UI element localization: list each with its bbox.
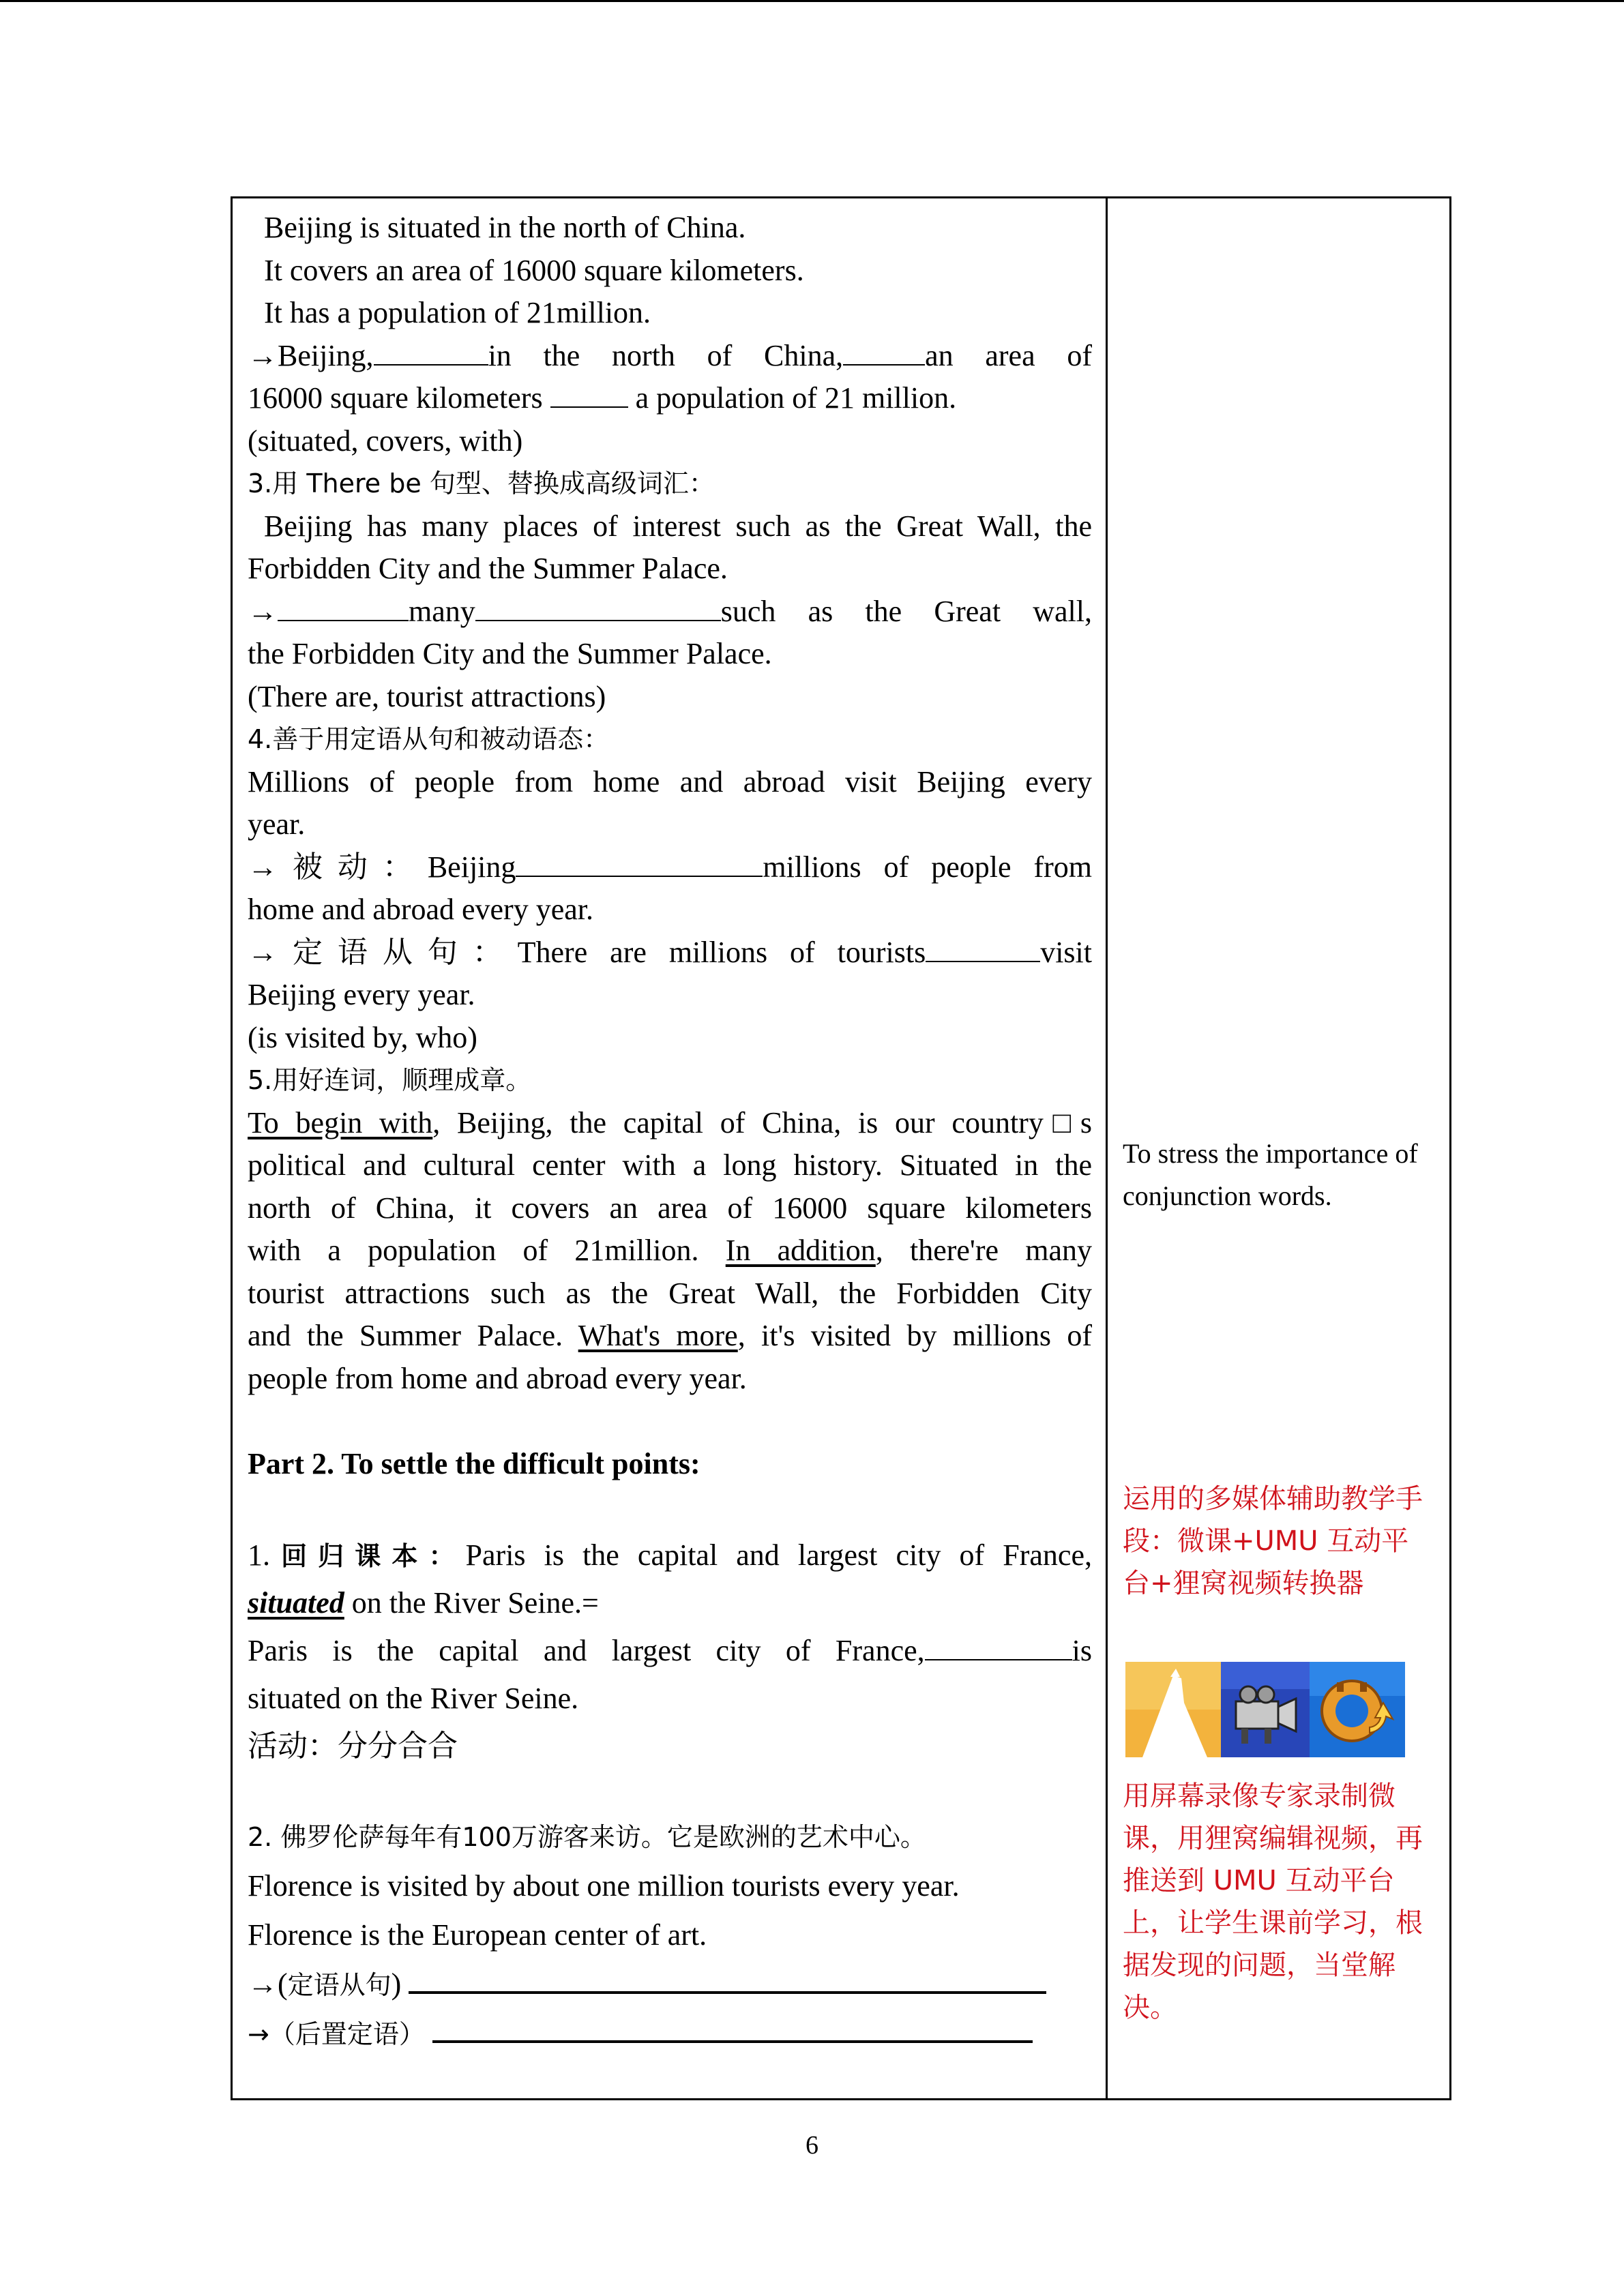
text-line: Beijing has many places of interest such as the Great Wall, the <box>264 509 1092 543</box>
paragraph-line: To begin with, Beijing, the capital of China, is our country□s <box>248 1105 1092 1139</box>
lesson-table <box>231 196 1451 2100</box>
exercise-prompt: 2. 佛罗伦萨每年有100万游客来访。它是欧洲的艺术中心。 <box>248 1822 926 1852</box>
screen-recorder-camera-icon <box>1221 1662 1310 1757</box>
section-heading-5: 5.用好连词，顺理成章。 <box>248 1065 532 1095</box>
answer-line: →（后置定语） <box>248 2009 1092 2058</box>
answer-blank[interactable] <box>278 595 409 621</box>
exercise-line: situated on the River Seine. <box>248 1682 579 1715</box>
text-line: home and abroad every year. <box>248 893 593 926</box>
paragraph-line: and the Summer Palace. What's more, it's visited by millions of <box>248 1319 1092 1352</box>
answer-blank[interactable] <box>925 1635 1072 1660</box>
paragraph-line: north of China, it covers an area of 16000 square kilometers <box>248 1191 1092 1225</box>
exercise-line: Florence is the European center of art. <box>248 1918 707 1952</box>
paragraph-line: political and cultural center with a long history. Situated in the <box>248 1148 1092 1182</box>
text-line: year. <box>248 807 306 841</box>
recording-note: 用屏幕录像专家录制微 课，用狸窝编辑视频，再 推送到 UMU 互动平台 上，让学生课前学习，根 据发现的问题，当堂解 决。 <box>1123 1780 1423 2023</box>
exercise-line: situated on the River Seine.= <box>248 1586 599 1620</box>
answer-blank[interactable] <box>432 2014 1033 2043</box>
text-line: Millions of people from home and abroad visit Beijing every <box>248 764 1092 799</box>
film-reel-converter-icon <box>1310 1662 1405 1757</box>
text-line: the Forbidden City and the Summer Palace. <box>248 637 772 670</box>
answer-line: →(定语从句) <box>248 1960 1092 2009</box>
part2-heading: Part 2. To settle the difficult points: <box>248 1446 700 1480</box>
hint-line: (There are, tourist attractions) <box>248 679 606 713</box>
column-divider <box>1106 198 1108 2098</box>
answer-blank[interactable] <box>843 340 925 366</box>
top-border-line <box>0 0 1624 2</box>
text-line: Forbidden City and the Summer Palace. <box>248 552 728 585</box>
fill-blank-line: →Beijing, in the north of China, an area of <box>248 338 1092 372</box>
content-column <box>248 207 1092 2058</box>
exercise-line: 1.回归课本：Paris is the capital and largest city of France, <box>248 1538 1092 1572</box>
text-line: Beijing every year. <box>248 978 475 1011</box>
giraffe-app-icon <box>1125 1662 1221 1757</box>
activity-label: 活动：分分合合 <box>248 1729 458 1763</box>
fill-blank-line: Paris is the capital and largest city of France, is <box>248 1634 1092 1667</box>
fill-blank-line: →被动：Beijing millions of people from <box>248 850 1092 884</box>
paragraph-line: people from home and abroad every year. <box>248 1361 747 1395</box>
fill-blank-line: → many such as the Great wall, <box>248 594 1092 628</box>
exercise-line: Florence is visited by about one million tourists every year. <box>248 1869 960 1903</box>
hint-line: (is visited by, who) <box>248 1020 477 1054</box>
answer-blank[interactable] <box>475 595 721 621</box>
multimedia-note: 运用的多媒体辅助教学手 段：微课+UMU 互动平 台+狸窝视频转换器 <box>1123 1483 1423 1599</box>
answer-blank[interactable] <box>516 851 763 877</box>
text-line: Beijing is situated in the north of China. <box>264 211 746 244</box>
hint-line: (situated, covers, with) <box>248 423 523 458</box>
text-line: It has a population of 21million. <box>264 296 651 329</box>
answer-blank[interactable] <box>409 1965 1046 1994</box>
page-number: 6 <box>806 2131 818 2160</box>
paragraph-line: with a population of 21million. In addition, there're many <box>248 1234 1092 1267</box>
conjunction-note: To stress the importance of conjunction words. <box>1123 1138 1418 1211</box>
fill-blank-line: →定语从句：There are millions of tourists visit <box>248 935 1092 969</box>
answer-blank[interactable] <box>926 936 1040 962</box>
fill-blank-line: 16000 square kilometers a population of 21 million. <box>248 381 957 415</box>
text-line: It covers an area of 16000 square kilometers. <box>264 253 804 287</box>
section-heading-3: 3.用 There be 句型、替换成高级词汇： <box>248 468 715 498</box>
software-icons <box>1125 1662 1405 1757</box>
paragraph-line: tourist attractions such as the Great Wall, the Forbidden City <box>248 1276 1092 1310</box>
answer-blank[interactable] <box>374 340 488 366</box>
answer-blank[interactable] <box>550 382 628 408</box>
section-heading-4: 4.善于用定语从句和被动语态： <box>248 724 610 754</box>
